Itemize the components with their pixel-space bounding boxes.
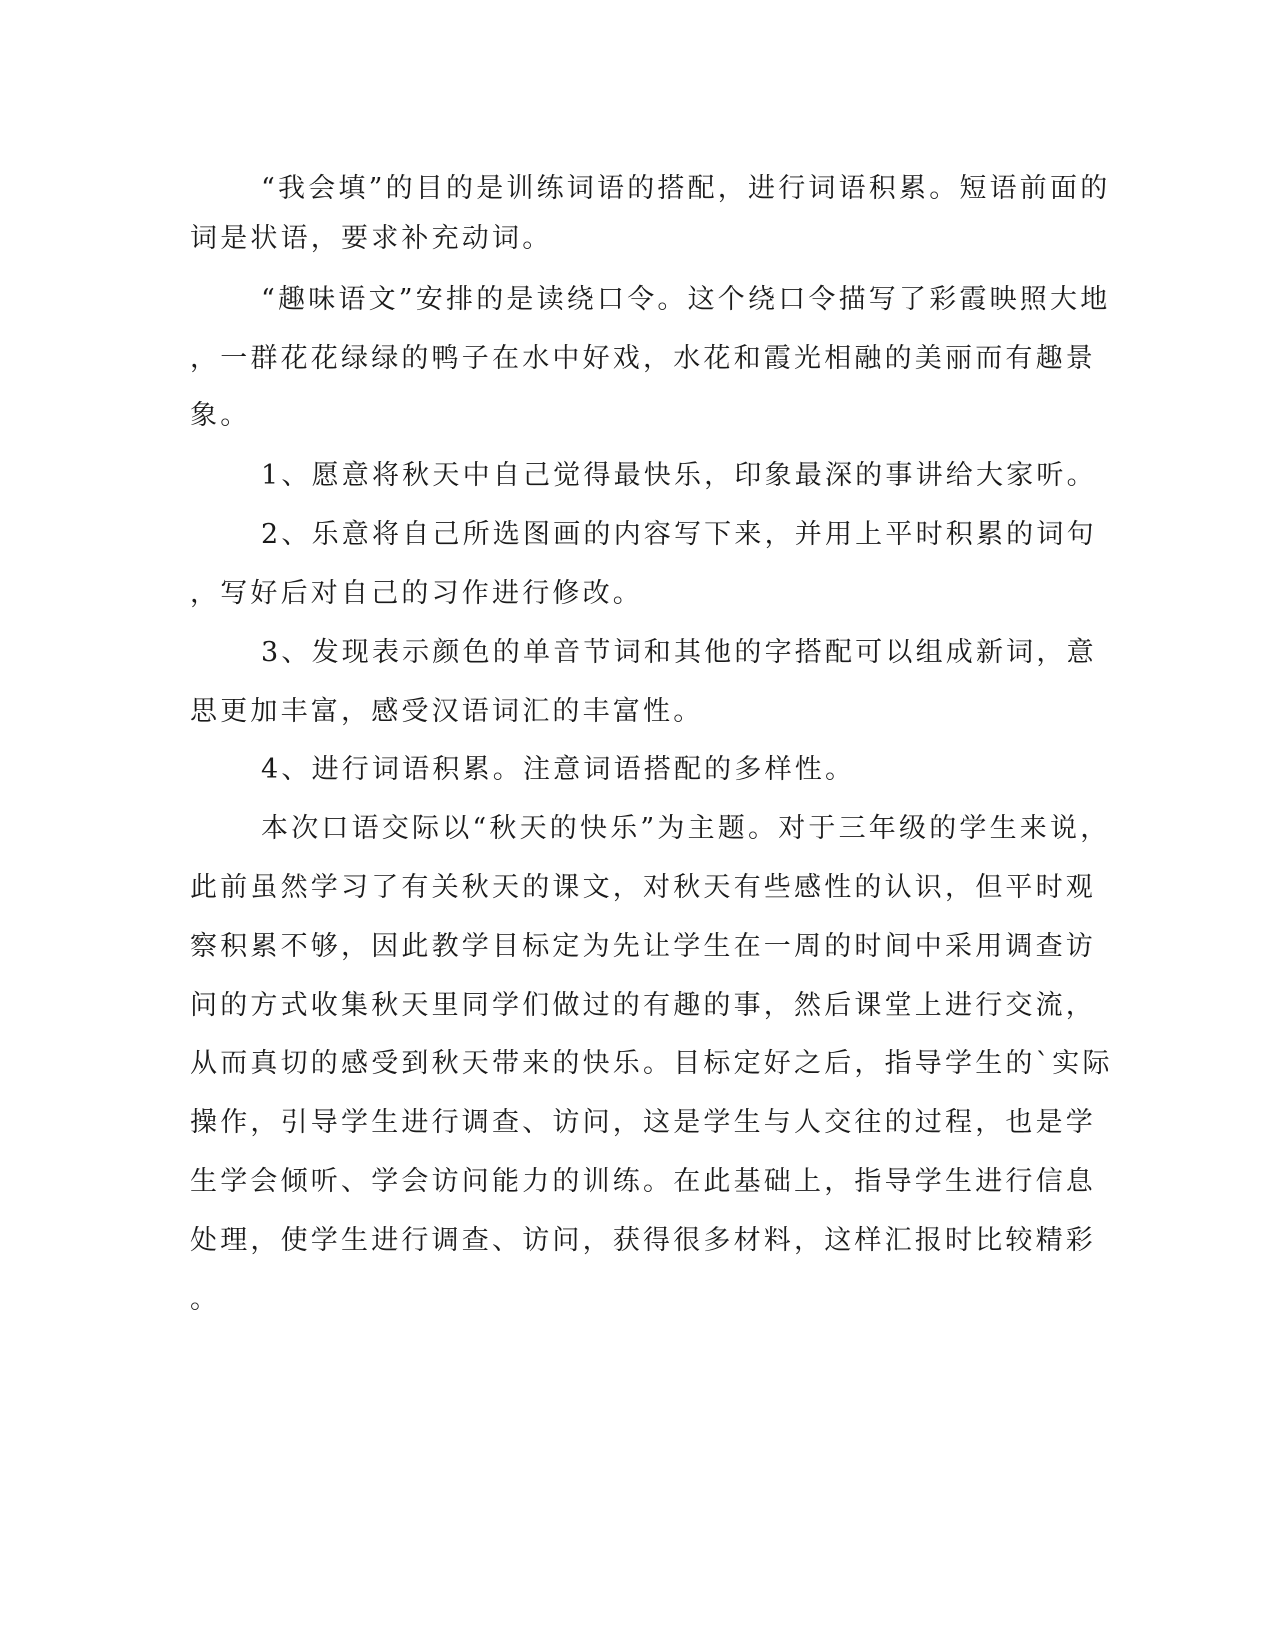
text-line: 此前虽然学习了有关秋天的课文，对秋天有些感性的认识，但平时观	[190, 872, 1096, 903]
text-line: 2、乐意将自己所选图画的内容写下来，并用上平时积累的词句	[261, 519, 1097, 550]
text-line: 象。	[190, 400, 251, 431]
text-line: 处理，使学生进行调查、访问，获得很多材料，这样汇报时比较精彩	[190, 1225, 1096, 1256]
text-line: 4、进行词语积累。注意词语搭配的多样性。	[261, 754, 856, 785]
text-line: ，一群花花绿绿的鸭子在水中好戏，水花和霞光相融的美丽而有趣景	[190, 343, 1096, 374]
text-line: ，写好后对自己的习作进行修改。	[190, 578, 643, 609]
text-line: 本次口语交际以“秋天的快乐”为主题。对于三年级的学生来说，	[261, 813, 1111, 844]
text-line: 3、发现表示颜色的单音节词和其他的字搭配可以组成新词，意	[261, 637, 1097, 668]
text-line: “我会填”的目的是训练词语的搭配，进行词语积累。短语前面的	[261, 173, 1111, 204]
text-line: 操作，引导学生进行调查、访问，这是学生与人交往的过程，也是学	[190, 1107, 1096, 1138]
text-line: 词是状语，要求补充动词。	[190, 223, 553, 254]
text-line: 从而真切的感受到秋天带来的快乐。目标定好之后，指导学生的`实际	[190, 1048, 1113, 1079]
text-line: 生学会倾听、学会访问能力的训练。在此基础上，指导学生进行信息	[190, 1166, 1096, 1197]
text-line: 。	[190, 1284, 221, 1315]
text-line: 问的方式收集秋天里同学们做过的有趣的事，然后课堂上进行交流，	[190, 990, 1096, 1021]
text-line: 1、愿意将秋天中自己觉得最快乐，印象最深的事讲给大家听。	[261, 460, 1097, 491]
text-line: 思更加丰富，感受汉语词汇的丰富性。	[190, 696, 704, 727]
text-line: “趣味语文”安排的是读绕口令。这个绕口令描写了彩霞映照大地	[261, 284, 1111, 315]
text-line: 察积累不够，因此教学目标定为先让学生在一周的时间中采用调查访	[190, 931, 1096, 962]
